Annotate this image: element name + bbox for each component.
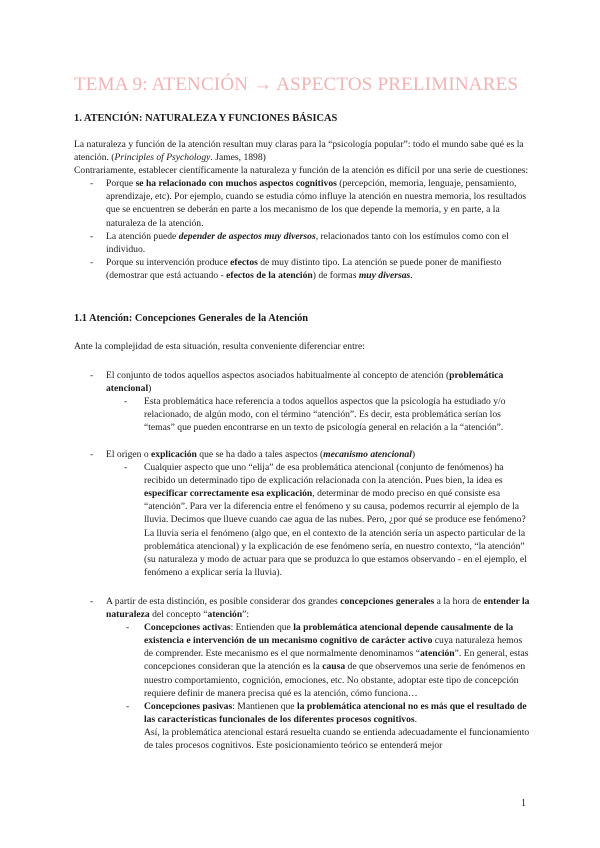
section11-intro: Ante la complejidad de esta situación, resulta conveniente diferenciar entre: bbox=[74, 341, 365, 352]
list-item: - La atención puede depender de aspectos muy diversos, relacionados tanto con los estímulos como con el individuo. bbox=[74, 230, 530, 256]
reference-title: Principles of Psychology bbox=[114, 152, 211, 164]
list-item: - Porque se ha relacionado con muchos aspectos cognitivos (percepción, memoria, lenguaje, pensamiento, aprendizaje, etc). Por ejemplo, cuando se estudia cómo influye la atención en nuestra memoria, los resultados que se encuentren se deberán en parte a los mecanismo de los que depende la memoria, y en parte, a la naturaleza de la atención. bbox=[74, 177, 530, 229]
sub-list-item-activas: - Concepciones activas: Entienden que la problemática atencional depende causalmente de la existencia e intervención de un mecanismo cognitivo de carácter activo cuya naturaleza hemos de comprender. Este mecanismo es el que normalmente denominamos “atención”. En general, estas concepciones consideran que la atención es la causa de que observemos una serie de fenómenos en nuestro comportamiento, cognición, emociones, etc. No obstante, adoptar este tipo de concepción requiere definir de manera precisa qué es la atención, cómo funciona… bbox=[106, 621, 530, 700]
section11-item2 bbox=[74, 448, 530, 579]
section1-body bbox=[74, 138, 530, 282]
sub-list-item-pasivas: - Concepciones pasivas: Mantienen que la problemática atencional no es más que el resultado de las características funcionales de los diferentes procesos cognitivos. Así, la problemática atencional estará resuelta cuando se entienda adecuadamente el funcionamiento de tales procesos cognitivos. Este posicionamiento teórico se entenderá mejor bbox=[106, 700, 530, 752]
list-item: - El conjunto de todos aquellos aspectos asociados habitualmente al concepto de atención (problemática atencional) - Esta problemática hace referencia a todos aquellos aspectos que la psicología ha estudiado y/o relacionado, de algún modo, con el término “atención”. Es decir, esta problemática serían los “temas” que pueden encontrarse en un texto de psicología general en relación a la “atención”. bbox=[74, 369, 530, 434]
list-item: - Porque su intervención produce efectos de muy distinto tipo. La atención se puede poner de manifiesto (demostrar que está actuando - efectos de la atención) de formas muy diversas. bbox=[74, 256, 530, 282]
list-item: - El origen o explicación que se ha dado a tales aspectos (mecanismo atencional) - Cualquier aspecto que uno “elija” de esa problemática atencional (conjunto de fenómenos) ha recibido un determinado tipo de explicación relacionada con la atención. Pues bien, la idea es especificar correctamente esa explicación, determinar de modo preciso en qué consiste esa “atención”. Para ver la diferencia entre el fenómeno y su causa, podemos recurrir al ejemplo de la lluvia. Decimos que llueve cuando cae agua de las nubes. Pero, ¿por qué se produce ese fenómeno? La lluvia sería el fenómeno (algo que, en el contexto de la atención sería un aspecto particular de la problemática atencional) y la explicación de ese fenómeno sería, en nuestro contexto, “la atención” (su naturaleza y modo de actuar para que se produzca lo que estamos observando - en el ejemplo, el fenómeno a explicar sería la lluvia). bbox=[74, 448, 530, 579]
section11-item1 bbox=[74, 369, 530, 434]
page-title: TEMA 9: ATENCIÓN → ASPECTOS PRELIMINARES bbox=[74, 74, 519, 95]
reasons-list bbox=[74, 177, 530, 282]
sub-list-item: - Esta problemática hace referencia a todos aquellos aspectos que la psicología ha estudiado y/o relacionado, de algún modo, con el término “atención”. Es decir, esta problemática serían los “temas” que pueden encontrarse en un texto de psicología general en relación a la “atención”. bbox=[106, 395, 530, 434]
section-heading-1: 1. ATENCIÓN: NATURALEZA Y FUNCIONES BÁSICAS bbox=[74, 113, 338, 124]
section-heading-1-1: 1.1 Atención: Concepciones Generales de la Atención bbox=[74, 313, 309, 324]
intro-paragraph-1: La naturaleza y función de la atención resultan muy claras para la “psicología popular”: todo el mundo sabe qué es la atención. (Principles of Psychology. James, 1898) bbox=[74, 139, 524, 164]
intro-paragraph-2: Contrariamente, establecer científicamente la naturaleza y función de la atención es difícil por una serie de cuestiones: bbox=[74, 165, 529, 177]
page-number: 1 bbox=[521, 798, 526, 809]
list-item: - A partir de esta distinción, es posible considerar dos grandes concepciones generales a la hora de entender la naturaleza del concepto “atención”: - Concepciones activas: Entienden que la problemática atencional depende causalmente de la existencia e intervención de un mecanismo cognitivo de carácter activo cuya naturaleza hemos de comprender. Este mecanismo es el que normalmente denominamos “atención”. En general, estas concepciones consideran que la atención es la causa de que observemos una serie de fenómenos en nuestro comportamiento, cognición, emociones, etc. No obstante, adoptar este tipo de concepción requiere definir de manera precisa qué es la atención, cómo funciona… - Concepciones pasivas: Mantienen que la problemática atencional no es más que el resultado de las características funcionales de los diferentes procesos cognitivos. Así, la problemática atencional estará resuelta cuando se entienda adecuadamente el funcionamiento de tales procesos cognitivos. Este posicionamiento teórico se entenderá mejor bbox=[74, 595, 530, 752]
section11-item3 bbox=[74, 595, 530, 752]
sub-list-item: - Cualquier aspecto que uno “elija” de esa problemática atencional (conjunto de fenómenos) ha recibido un determinado tipo de explicación relacionada con la atención. Pues bien, la idea es especificar correctamente esa explicación, determinar de modo preciso en qué consiste esa “atención”. Para ver la diferencia entre el fenómeno y su causa, podemos recurrir al ejemplo de la lluvia. Decimos que llueve cuando cae agua de las nubes. Pero, ¿por qué se produce ese fenómeno? La lluvia sería el fenómeno (algo que, en el contexto de la atención sería un aspecto particular de la problemática atencional) y la explicación de ese fenómeno sería, en nuestro contexto, “la atención” (su naturaleza y modo de actuar para que se produzca lo que estamos observando - en el ejemplo, el fenómeno a explicar sería la lluvia). bbox=[106, 461, 530, 579]
